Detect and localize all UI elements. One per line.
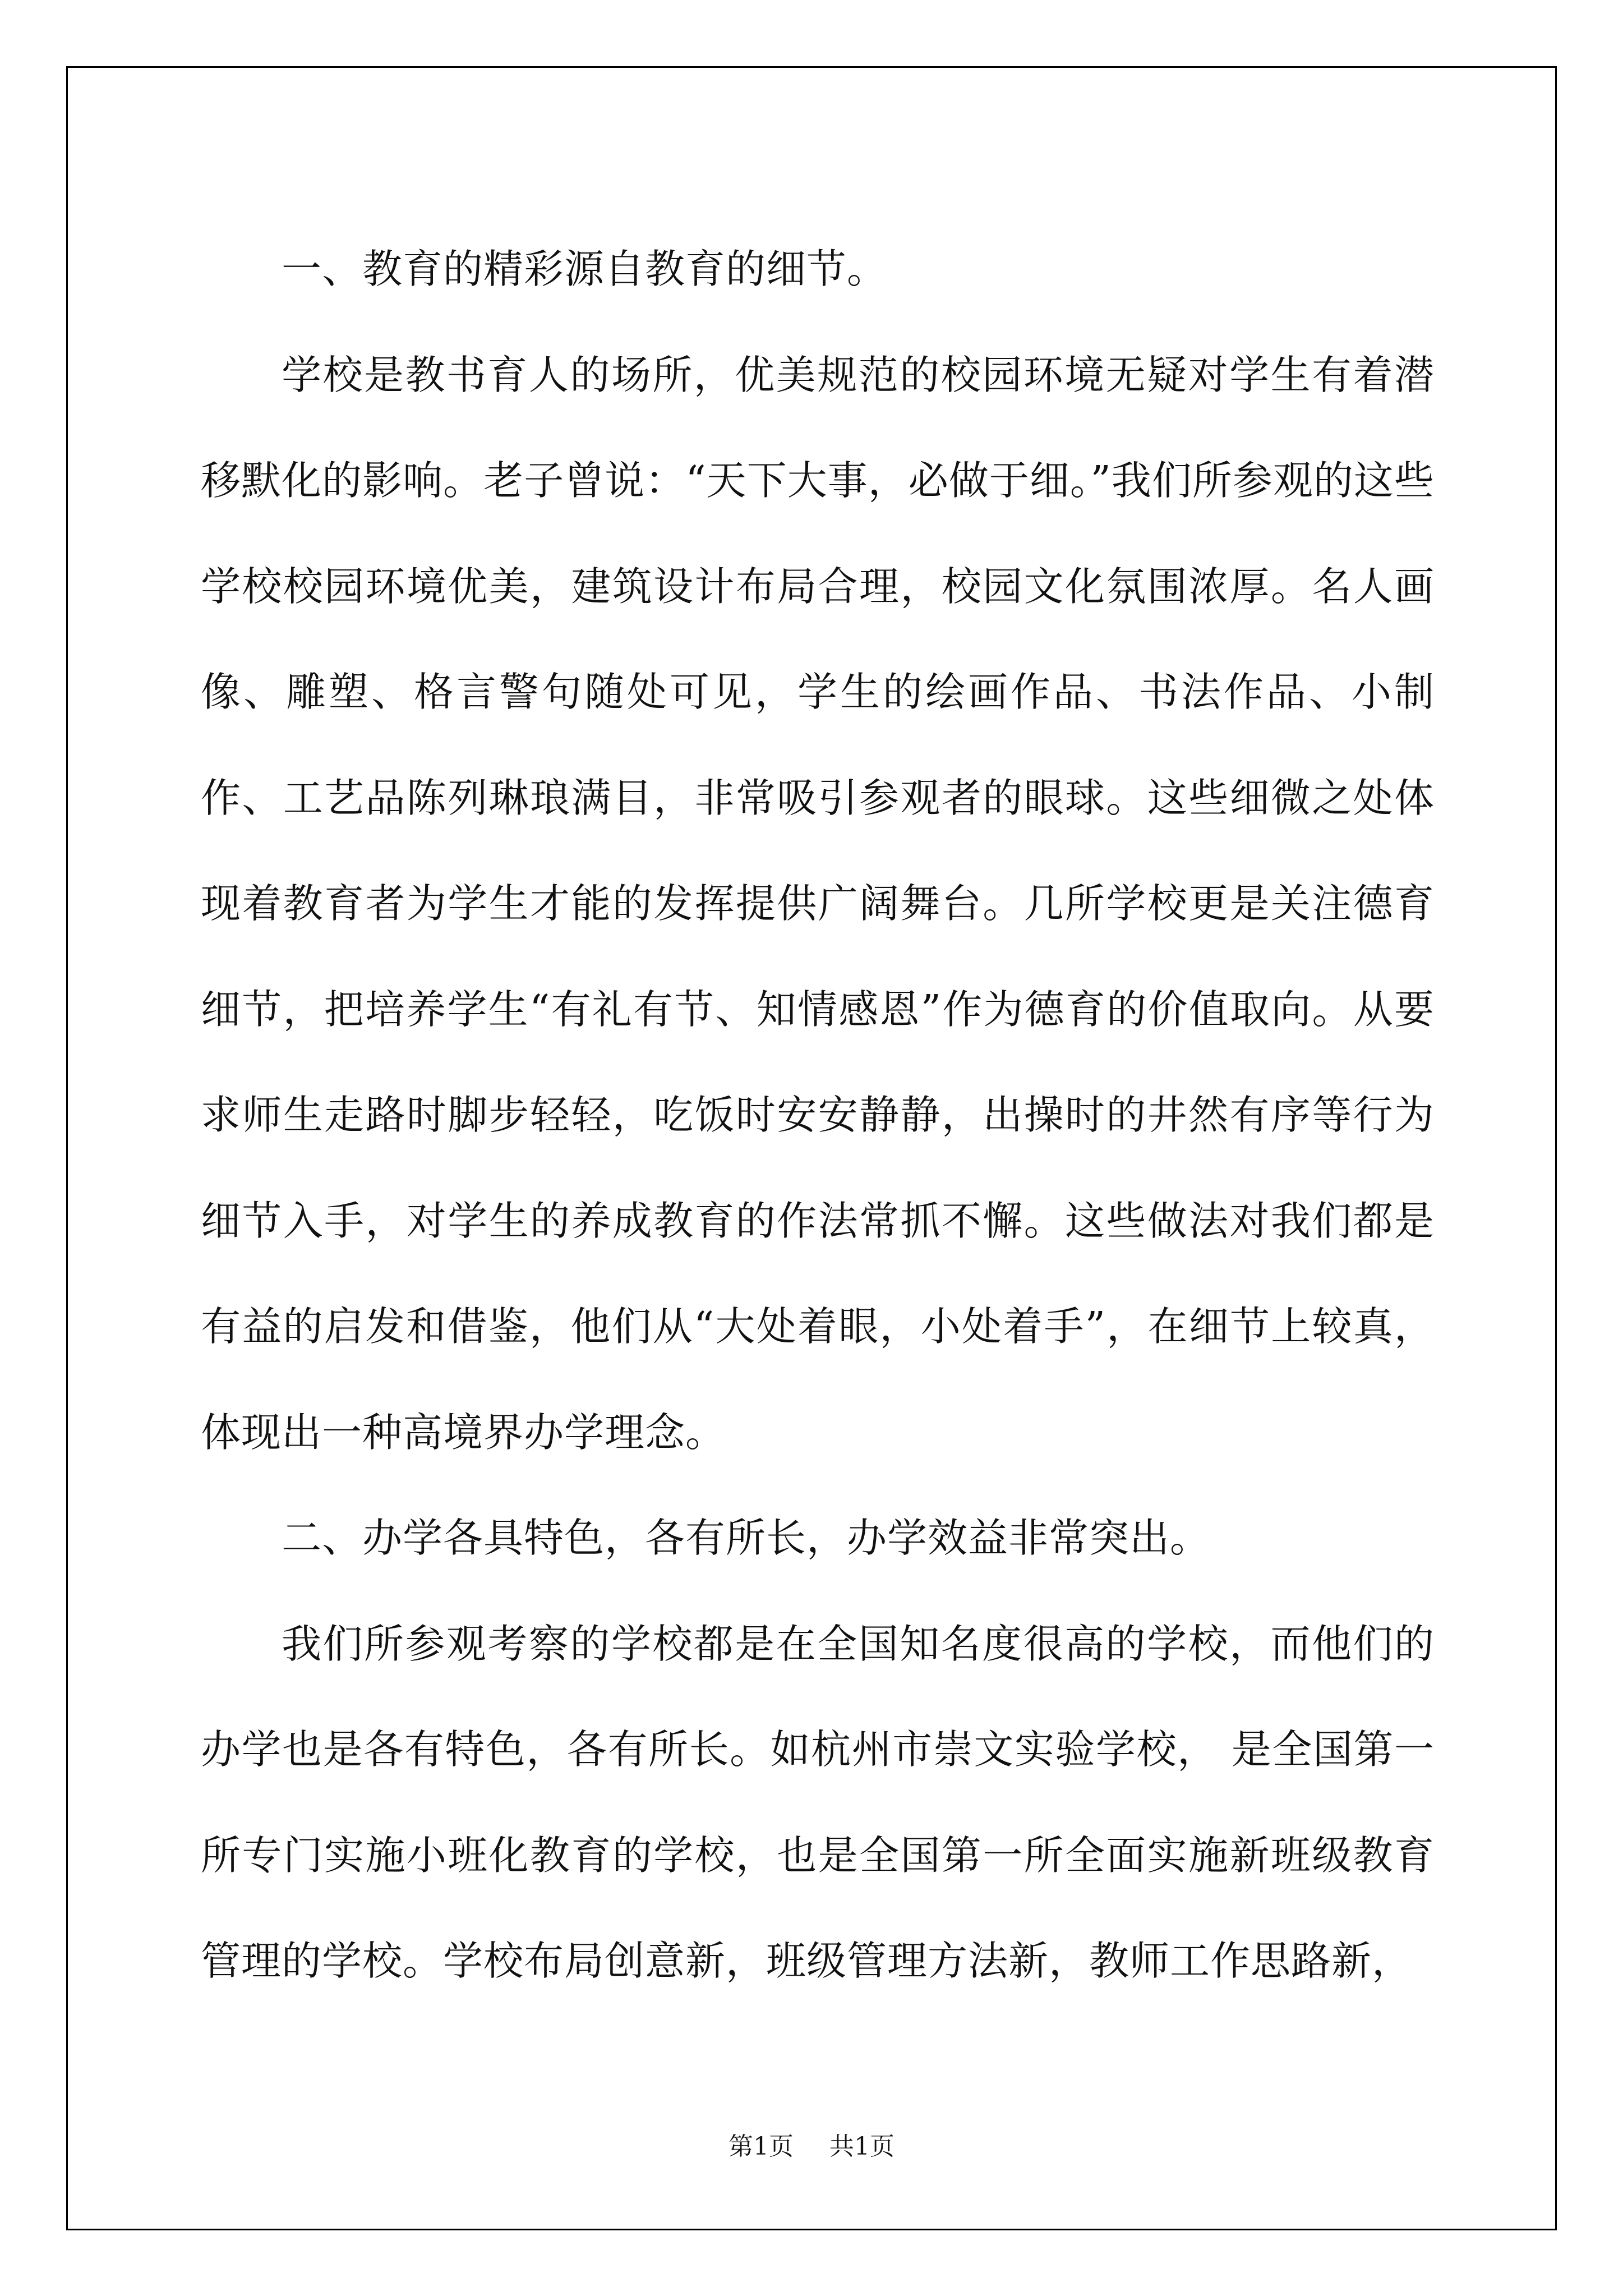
page-number: 第1页 (728, 2132, 794, 2161)
document-body (201, 217, 1435, 2014)
paragraph-2: 我们所参观考察的学校都是在全国知名度很高的学校，而他们的办学也是各有特色，各有所长。如杭州市崇文实验学校， 是全国第一所专门实施小班化教育的学校，也是全国第一所全面实施新班级教育管理的学校。学校布局创意新，班级管理方法新，教师工作思路新， (201, 1620, 1435, 1984)
section-heading-2: 二、办学各具特色，各有所长，办学效益非常突出。 (282, 1515, 1211, 1561)
section-heading-1: 一、教育的精彩源自教育的细节。 (282, 246, 888, 292)
page-footer (0, 2130, 1623, 2164)
paragraph-1: 学校是教书育人的场所，优美规范的校园环境无疑对学生有着潜移默化的影响。老子曾说：“天下大事，必做于细。”我们所参观的这些学校校园环境优美，建筑设计布局合理，校园文化氛围浓厚。名人画像、雕塑、格言警句随处可见，学生的绘画作品、书法作品、小制作、工艺品陈列琳琅满目，非常吸引参观者的眼球。这些细微之处体现着教育者为学生才能的发挥提供广阔舞台。几所学校更是关注德育细节，把培养学生“有礼有节、知情感恩”作为德育的价值取向。从要求师生走路时脚步轻轻，吃饭时安安静静，出操时的井然有序等行为细节入手，对学生的养成教育的作法常抓不懈。这些做法对我们都是有益的启发和借鉴，他们从“大处着眼，小处着手”，在细节上较真，体现出一种高境界办学理念。 (201, 351, 1435, 1456)
page-total: 共1页 (829, 2132, 895, 2161)
